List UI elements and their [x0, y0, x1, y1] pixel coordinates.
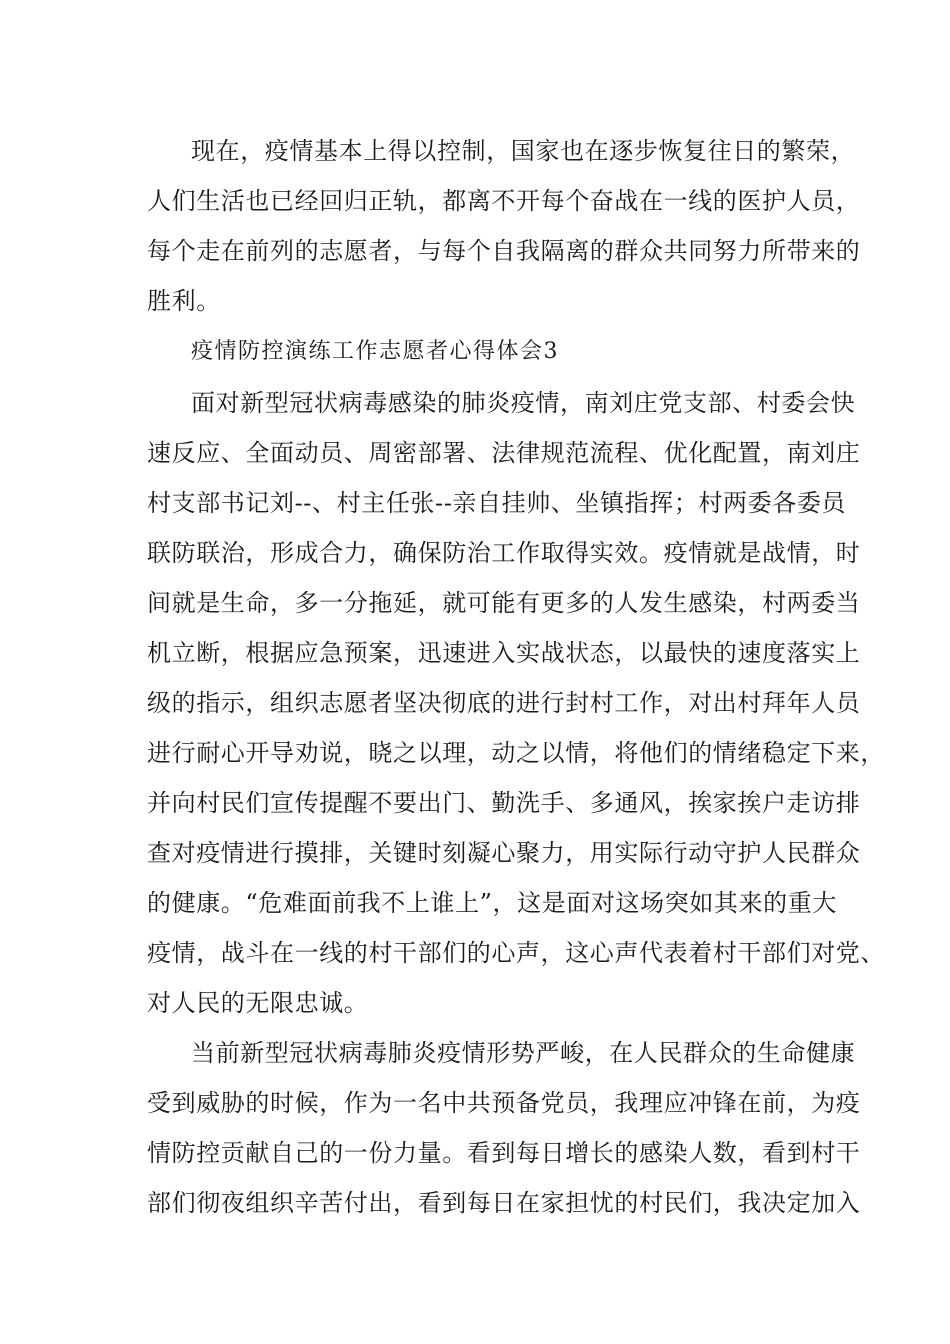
- text-line: 情防控贡献自己的一份力量。看到每日增长的感染人数，看到村干: [147, 1139, 861, 1167]
- text-line: 部们彻夜组织辛苦付出，看到每日在家担忧的村民们，我决定加入: [147, 1189, 861, 1217]
- text-line: 现在，疫情基本上得以控制，国家也在逐步恢复往日的繁荣，: [191, 137, 856, 165]
- text-line: 当前新型冠状病毒肺炎疫情形势严峻，在人民群众的生命健康: [191, 1039, 856, 1067]
- section-title: 疫情防控演练工作志愿者心得体会3: [191, 339, 559, 364]
- text-line: 村支部书记刘--、村主任张--亲自挂帅、坐镇指挥；村两委各委员: [147, 489, 847, 517]
- text-line: 面对新型冠状病毒感染的肺炎疫情，南刘庄党支部、村委会快: [191, 389, 856, 417]
- text-line: 的健康。“危难面前我不上谁上”，这是面对这场突如其来的重大: [147, 889, 837, 917]
- text-line: 间就是生命，多一分拖延，就可能有更多的人发生感染，村两委当: [147, 589, 861, 617]
- text-line: 疫情，战斗在一线的村干部们的心声，这心声代表着村干部们对党、: [147, 939, 885, 967]
- text-line: 联防联治，形成合力，确保防治工作取得实效。疫情就是战情，时: [147, 539, 861, 567]
- text-line: 胜利。: [147, 287, 221, 315]
- text-line: 受到威胁的时候，作为一名中共预备党员，我理应冲锋在前，为疫: [147, 1089, 861, 1117]
- text-line: 级的指示，组织志愿者坚决彻底的进行封村工作，对出村拜年人员: [147, 689, 861, 717]
- text-line: 并向村民们宣传提醒不要出门、勤洗手、多通风，挨家挨户走访排: [147, 789, 861, 817]
- text-line: 查对疫情进行摸排，关键时刻凝心聚力，用实际行动守护人民群众: [147, 839, 861, 867]
- text-line: 人们生活也已经回归正轨，都离不开每个奋战在一线的医护人员，: [147, 187, 861, 215]
- text-line: 每个走在前列的志愿者，与每个自我隔离的群众共同努力所带来的: [147, 237, 861, 265]
- text-line: 对人民的无限忠诚。: [147, 989, 369, 1017]
- text-line: 机立断，根据应急预案，迅速进入实战状态，以最快的速度落实上: [147, 639, 861, 667]
- text-line: 进行耐心开导劝说，晓之以理，动之以情，将他们的情绪稳定下来，: [147, 739, 885, 767]
- text-line: 速反应、全面动员、周密部署、法律规范流程、优化配置，南刘庄: [147, 439, 861, 467]
